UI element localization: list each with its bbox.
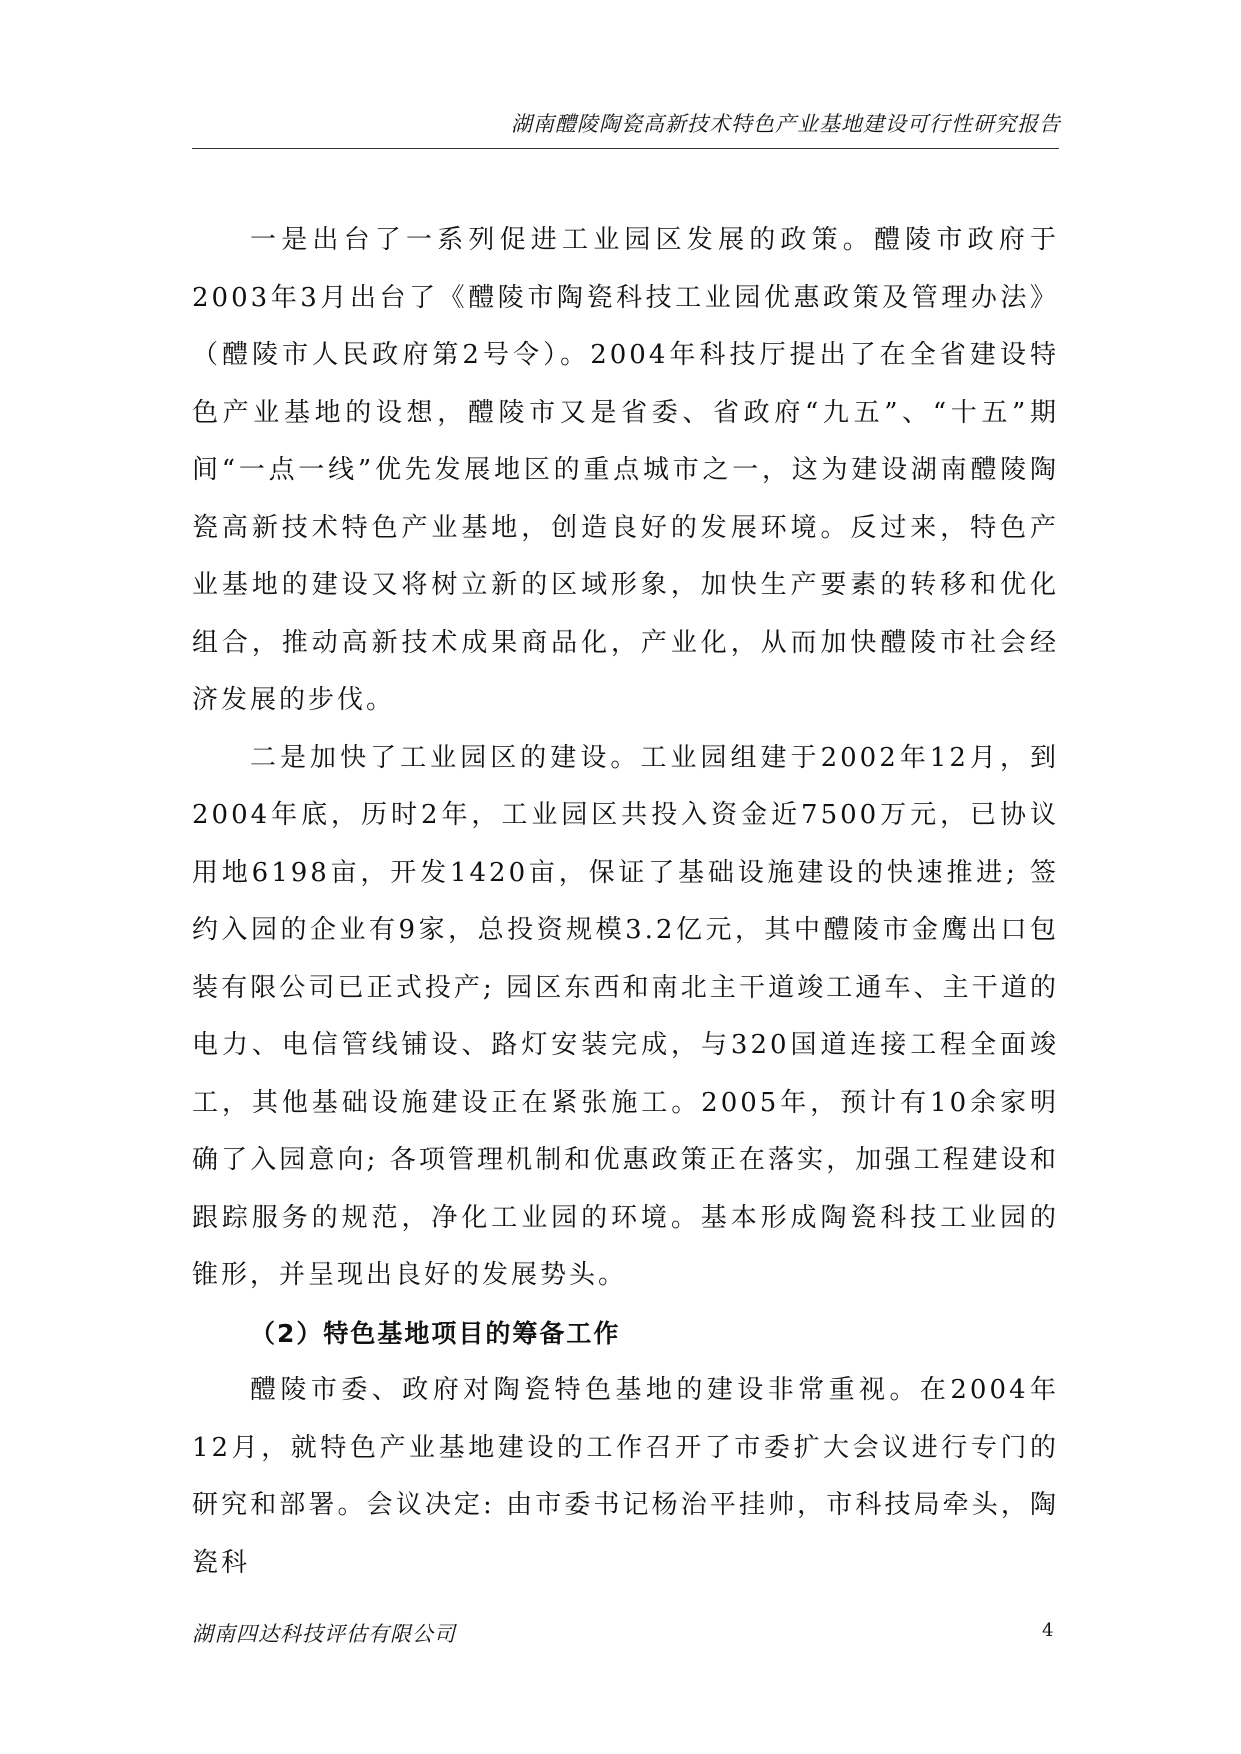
paragraph-park-construction: 二是加快了工业园区的建设。工业园组建于2002年12月，到2004年底，历时2年，工业园区共投入资金近7500万元，已协议用地6198亩，开发1420亩，保证了基础设施建设的快速推进; 签约入园的企业有9家，总投资规模3.2亿元，其中醴陵市金鹰出口包装有限公司已正式投产; 园区东西和南北主干道竣工通车、主干道的电力、电信管线铺设、路灯安装完成，与320国道连接工程全面竣工，其他基础设施建设正在紧张施工。2005年，预计有10余家明确了入园意向; 各项管理机制和优惠政策正在落实，加强工程建设和跟踪服务的规范，净化工业园的环境。基本形成陶瓷科技工业园的锥形，并呈现出良好的发展势头。	[192, 742, 1059, 1290]
page-header-title: 湖南醴陵陶瓷高新技术特色产业基地建设可行性研究报告	[511, 112, 1061, 136]
page-number: 4	[1042, 1620, 1054, 1641]
paragraph-policy: 一是出台了一系列促进工业园区发展的政策。醴陵市政府于2003年3月出台了《醴陵市陶瓷科技工业园优惠政策及管理办法》（醴陵市人民政府第2号令）。2004年科技厅提出了在全省建设特色产业基地的设想，醴陵市又是省委、省政府“九五”、“十五”期间“一点一线”优先发展地区的重点城市之一，这为建设湖南醴陵陶瓷高新技术特色产业基地，创造良好的发展环境。反过来，特色产业基地的建设又将树立新的区域形象，加快生产要素的转移和优化组合，推动高新技术成果商品化，产业化，从而加快醴陵市社会经济发展的步伐。	[192, 225, 1059, 715]
document-body	[192, 212, 1059, 1592]
section-subheading: （2）特色基地项目的筹备工作	[250, 1318, 621, 1348]
header-rule	[192, 148, 1059, 149]
paragraph-preparation: 醴陵市委、政府对陶瓷特色基地的建设非常重视。在2004年12月，就特色产业基地建设的工作召开了市委扩大会议进行专门的研究和部署。会议决定: 由市委书记杨治平挂帅，市科技局牵头，陶瓷科	[192, 1375, 1059, 1578]
footer-company: 湖南四达科技评估有限公司	[192, 1622, 456, 1646]
